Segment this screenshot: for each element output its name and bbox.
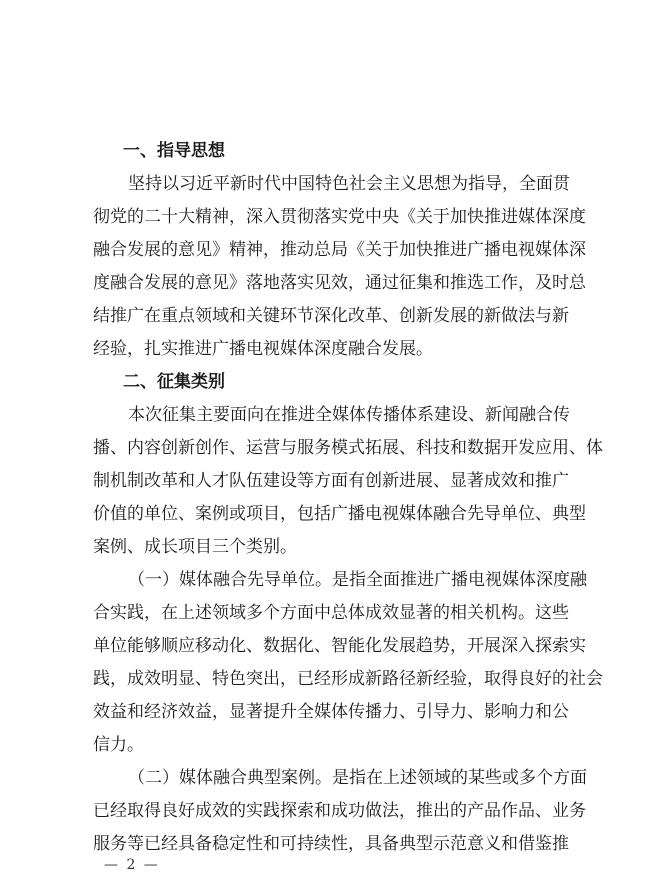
text-line: 经验，扎实推进广播电视媒体深度融合发展。 bbox=[93, 339, 433, 359]
text-line: （一）媒体融合先导单位。是指全面推进广播电视媒体深度融 bbox=[128, 570, 587, 590]
text-line: 度融合发展的意见》落地落实见效，通过征集和推选工作，及时总 bbox=[93, 273, 586, 293]
text-line: 服务等已经具备稳定性和可持续性，具备典型示范意义和借鉴推 bbox=[93, 834, 569, 854]
text-line: 案例、成长项目三个类别。 bbox=[93, 537, 297, 557]
text-line: 本次征集主要面向在推进全媒体传播体系建设、新闻融合传 bbox=[128, 405, 570, 425]
text-line: 播、内容创新创作、运营与服务模式拓展、科技和数据开发应用、体 bbox=[93, 438, 603, 458]
paragraph bbox=[93, 399, 603, 564]
paragraph bbox=[93, 762, 587, 861]
section-heading: 二、征集类别 bbox=[123, 372, 225, 392]
text-line: 合实践，在上述领域多个方面中总体成效显著的相关机构。这些 bbox=[93, 603, 569, 623]
paragraph bbox=[93, 564, 603, 762]
text-line: （二）媒体融合典型案例。是指在上述领域的某些或多个方面 bbox=[128, 768, 587, 788]
text-line: 已经取得良好成效的实践探索和成功做法，推出的产品作品、业务 bbox=[93, 801, 586, 821]
text-line: 信力。 bbox=[93, 735, 144, 755]
document-body bbox=[93, 135, 603, 861]
text-line: 结推广在重点领域和关键环节深化改革、创新发展的新做法与新 bbox=[93, 306, 569, 326]
text-line: 彻党的二十大精神，深入贯彻落实党中央《关于加快推进媒体深度 bbox=[93, 207, 586, 227]
text-line: 坚持以习近平新时代中国特色社会主义思想为指导，全面贯 bbox=[128, 174, 570, 194]
text-line: 价值的单位、案例或项目，包括广播电视媒体融合先导单位、典型 bbox=[93, 504, 586, 524]
section-heading: 一、指导思想 bbox=[123, 141, 225, 161]
text-line: 践，成效明显、特色突出，已经形成新路径新经验，取得良好的社会 bbox=[93, 669, 603, 689]
text-line: 单位能够顺应移动化、数据化、智能化发展趋势，开展深入探索实 bbox=[93, 636, 586, 656]
text-line: 制机制改革和人才队伍建设等方面有创新进展、显著成效和推广 bbox=[93, 471, 569, 491]
text-line: 效益和经济效益，显著提升全媒体传播力、引导力、影响力和公 bbox=[93, 702, 569, 722]
page-number: — 2 — bbox=[104, 857, 160, 873]
text-line: 融合发展的意见》精神，推动总局《关于加快推进广播电视媒体深 bbox=[93, 240, 586, 260]
paragraph bbox=[93, 168, 586, 366]
